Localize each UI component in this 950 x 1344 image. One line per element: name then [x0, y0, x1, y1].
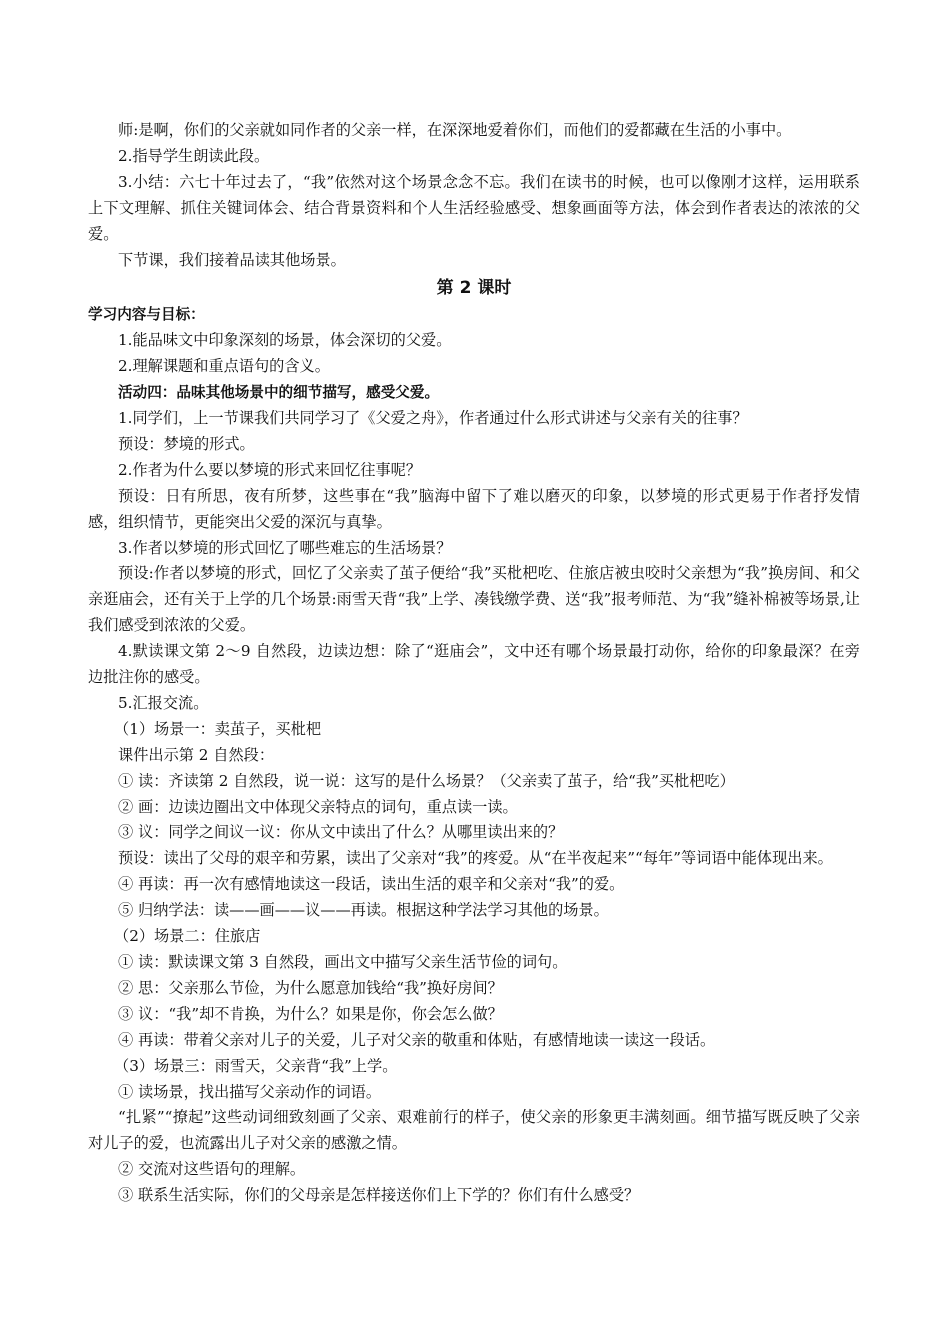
paragraph: 预设：梦境的形式。 [118, 434, 255, 453]
paragraph: ④ 再读：带着父亲对儿子的关爱，儿子对父亲的敬重和体贴，有感情地读一读这一段话。 [118, 1030, 716, 1049]
scene-heading: （1）场景一：卖茧子，买枇杷 [114, 719, 322, 738]
scene-heading: （3）场景三：雨雪天，父亲背“我”上学。 [114, 1056, 398, 1075]
paragraph: 预设:作者以梦境的形式，回忆了父亲卖了茧子便给“我”买枇杷吃、住旅店被虫咬时父亲想为“我”换房间、和父亲逛庙会，还有关于上学的几个场景:雨雪天背“我”上学、凑钱缴学费、送“我”报考师范、为“我”缝补棉被等场景,让我们感受到浓浓的父爱。 [88, 564, 860, 635]
paragraph: ⑤ 归纳学法：读——画——议——再读。根据这种学法学习其他的场景。 [118, 901, 609, 920]
paragraph: 2.作者为什么要以梦境的形式来回忆往事呢？ [118, 460, 422, 479]
paragraph: 1.能品味文中印象深刻的场景，体会深切的父爱。 [118, 331, 452, 350]
paragraph: 3.作者以梦境的形式回忆了哪些难忘的生活场景？ [118, 538, 452, 557]
paragraph: ③ 联系生活实际，你们的父母亲是怎样接送你们上下学的？你们有什么感受？ [118, 1186, 640, 1205]
paragraph: 预设：日有所思，夜有所梦，这些事在“我”脑海中留下了难以磨灭的印象，以梦境的形式更易于作者抒发情感，组织情节，更能突出父爱的深沉与真挚。 [88, 486, 860, 531]
paragraph: ② 交流对这些语句的理解。 [118, 1160, 306, 1179]
document-body [88, 118, 860, 1209]
paragraph: 4.默读课文第 2～9 自然段，边读边想：除了“逛庙会”，文中还有哪个场景最打动你，给你的印象最深？在旁边批注你的感受。 [88, 642, 860, 687]
paragraph: 2.理解课题和重点语句的含义。 [118, 357, 330, 376]
bold-subheading: 活动四：品味其他场景中的细节描写，感受父爱。 [118, 384, 440, 402]
section-heading: 第 2 课时 [436, 278, 512, 299]
paragraph: 预设：读出了父母的艰辛和劳累，读出了父亲对“我”的疼爱。从“在半夜起来”“每年”等词语中能体现出来。 [118, 849, 833, 868]
paragraph: 3.小结：六七十年过去了，“我”依然对这个场景念念不忘。我们在读书的时候，也可以像刚才这样，运用联系上下文理解、抓住关键词体会、结合背景资料和个人生活经验感受、想象画面等方法，体会到作者表达的浓浓的父爱。 [88, 172, 860, 243]
paragraph: ② 思：父亲那么节俭，为什么愿意加钱给“我”换好房间？ [118, 978, 503, 997]
paragraph: ① 读：默读课文第 3 自然段，画出文中描写父亲生活节俭的词句。 [118, 953, 568, 971]
paragraph: 1.同学们，上一节课我们共同学习了《父爱之舟》，作者通过什么形式讲述与父亲有关的往事？ [118, 408, 748, 427]
paragraph: 2.指导学生朗读此段。 [118, 146, 270, 165]
paragraph: ③ 议：“我”却不肯换，为什么？如果是你，你会怎么做？ [118, 1004, 503, 1023]
paragraph: ③ 议：同学之间议一议：你从文中读出了什么？从哪里读出来的？ [118, 823, 564, 842]
scene-heading: （2）场景二：住旅店 [114, 927, 261, 946]
paragraph: ② 画：边读边圈出文中体现父亲特点的词句，重点读一读。 [118, 797, 518, 816]
paragraph: ④ 再读：再一次有感情地读这一段话，读出生活的艰辛和父亲对“我”的爱。 [118, 875, 625, 894]
bold-subheading: 学习内容与目标： [88, 306, 205, 324]
paragraph: 5.汇报交流。 [118, 693, 209, 712]
paragraph: 下节课，我们接着品读其他场景。 [118, 250, 346, 269]
paragraph: ① 读场景，找出描写父亲动作的词语。 [118, 1082, 382, 1101]
paragraph: 课件出示第 2 自然段： [118, 745, 275, 764]
paragraph: ① 读：齐读第 2 自然段，说一说：这写的是什么场景？（父亲卖了茧子，给“我”买枇杷吃） [118, 771, 735, 790]
paragraph: 师:是啊，你们的父亲就如同作者的父亲一样，在深深地爱着你们，而他们的爱都藏在生活的小事中。 [118, 121, 792, 139]
paragraph: “扎紧”“撩起”这些动词细致刻画了父亲、艰难前行的样子，使父亲的形象更丰满刻画。细节描写既反映了父亲对儿子的爱，也流露出儿子对父亲的感激之情。 [88, 1108, 860, 1153]
